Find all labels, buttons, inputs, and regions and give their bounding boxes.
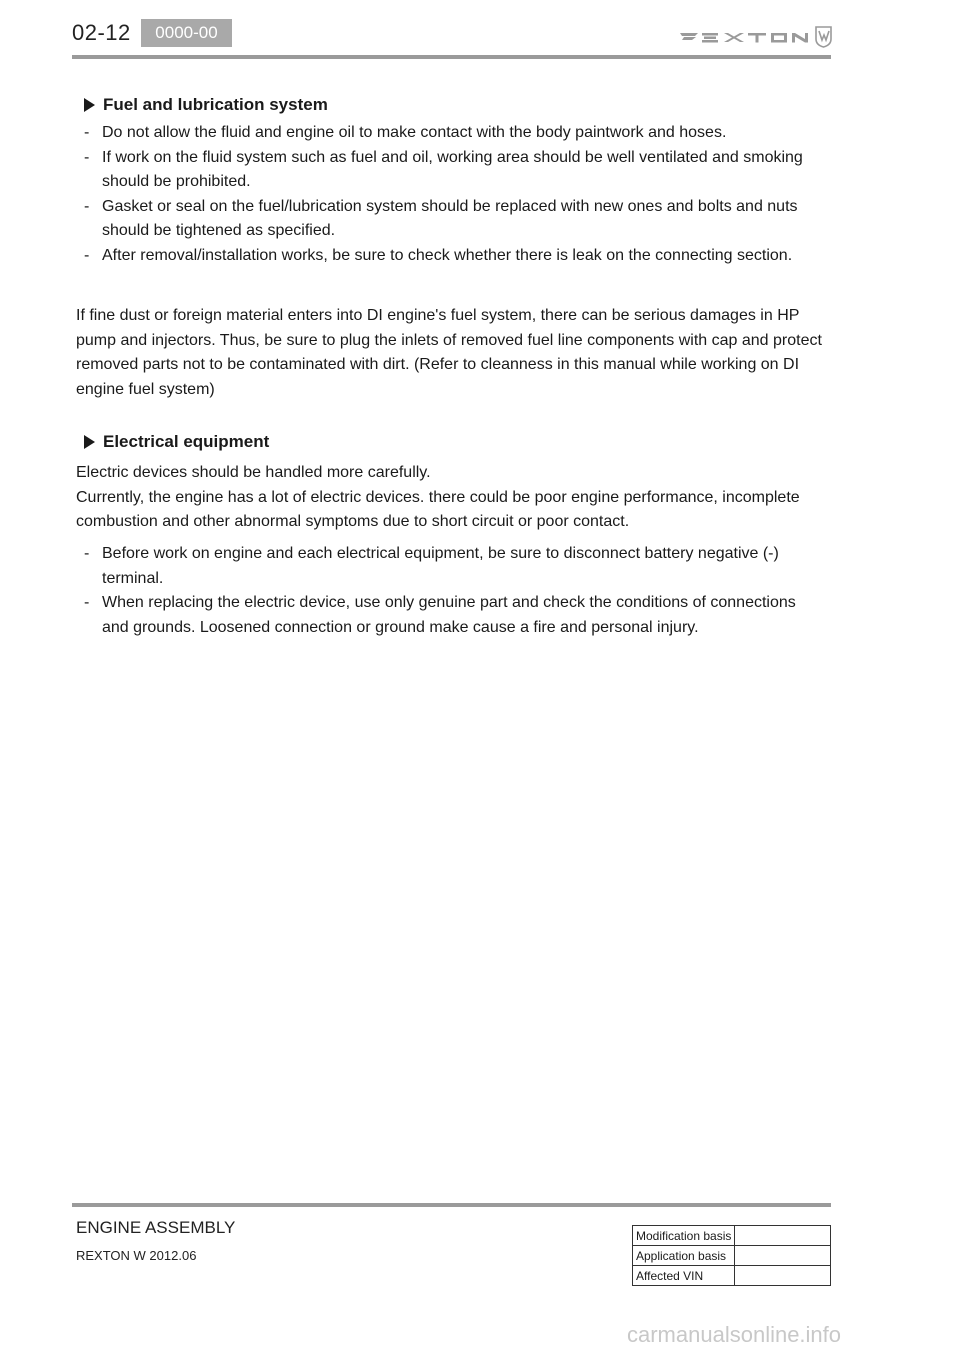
table-row bbox=[633, 1226, 831, 1246]
footer-divider bbox=[72, 1203, 831, 1207]
list-item: - Before work on engine and each electrical equipment, be sure to disconnect battery negative (-) terminal. bbox=[84, 545, 779, 587]
table-cell-label: Modification basis bbox=[633, 1226, 735, 1246]
table-cell-value bbox=[735, 1226, 831, 1246]
electrical-intro-line-1: Electric devices should be handled more carefully. bbox=[76, 464, 431, 481]
list-item: - Do not allow the fluid and engine oil to make contact with the body paintwork and hoses. bbox=[84, 124, 727, 141]
list-item: - Gasket or seal on the fuel/lubrication system should be replaced with new ones and bolts and nuts should be tightened as specified. bbox=[84, 197, 798, 239]
ssangyong-emblem-icon bbox=[816, 27, 831, 47]
table-row bbox=[633, 1246, 831, 1266]
triangle-bullet-icon bbox=[84, 435, 95, 449]
header-divider bbox=[72, 55, 831, 59]
fuel-system-note: If fine dust or foreign material enters into DI engine's fuel system, there can be serious damages in HP pump and injectors. Thus, be sure to plug the inlets of removed fuel line components with cap and protect removed parts not to be contaminated with dirt. (Refer to cleanness in this manual while working on DI engine fuel system) bbox=[76, 307, 822, 398]
table-row bbox=[633, 1266, 831, 1286]
page-number: 02-12 bbox=[72, 20, 131, 45]
list-item: - When replacing the electric device, use only genuine part and check the conditions of connections and grounds. Loosened connection or ground make cause a fire and personal injury. bbox=[84, 594, 796, 636]
triangle-bullet-icon bbox=[84, 98, 95, 112]
table-cell-value bbox=[735, 1246, 831, 1266]
electrical-bullet-list bbox=[84, 542, 824, 640]
section-code-badge bbox=[141, 19, 232, 47]
list-item: - If work on the fluid system such as fuel and oil, working area should be well ventilated and smoking should be prohibited. bbox=[84, 148, 803, 190]
electrical-section-heading bbox=[84, 432, 269, 452]
electrical-heading-text: Electrical equipment bbox=[103, 432, 270, 451]
footer-title: ENGINE ASSEMBLY bbox=[76, 1218, 236, 1237]
table-cell-value bbox=[735, 1266, 831, 1286]
table-cell-label: Application basis bbox=[633, 1246, 735, 1266]
fuel-bullet-list bbox=[84, 121, 824, 268]
list-item: - After removal/installation works, be sure to check whether there is leak on the connecting section. bbox=[84, 246, 793, 264]
table-cell-label: Affected VIN bbox=[633, 1266, 735, 1286]
rexton-logo-graphic bbox=[678, 24, 833, 48]
electrical-intro bbox=[76, 461, 826, 535]
footer-subtitle: REXTON W 2012.06 bbox=[76, 1248, 197, 1263]
rexton-logo bbox=[678, 24, 833, 48]
section-code: 0000-00 bbox=[155, 23, 218, 42]
electrical-intro-line-2: Currently, the engine has a lot of electric devices. there could be poor engine performance, incomplete combustion and other abnormal symptoms due to short circuit or poor contact. bbox=[76, 488, 800, 530]
revision-info-table bbox=[632, 1225, 831, 1286]
fuel-section-heading bbox=[84, 95, 328, 115]
watermark: carmanualsonline.info bbox=[627, 1322, 842, 1347]
fuel-heading-text: Fuel and lubrication system bbox=[103, 95, 328, 114]
